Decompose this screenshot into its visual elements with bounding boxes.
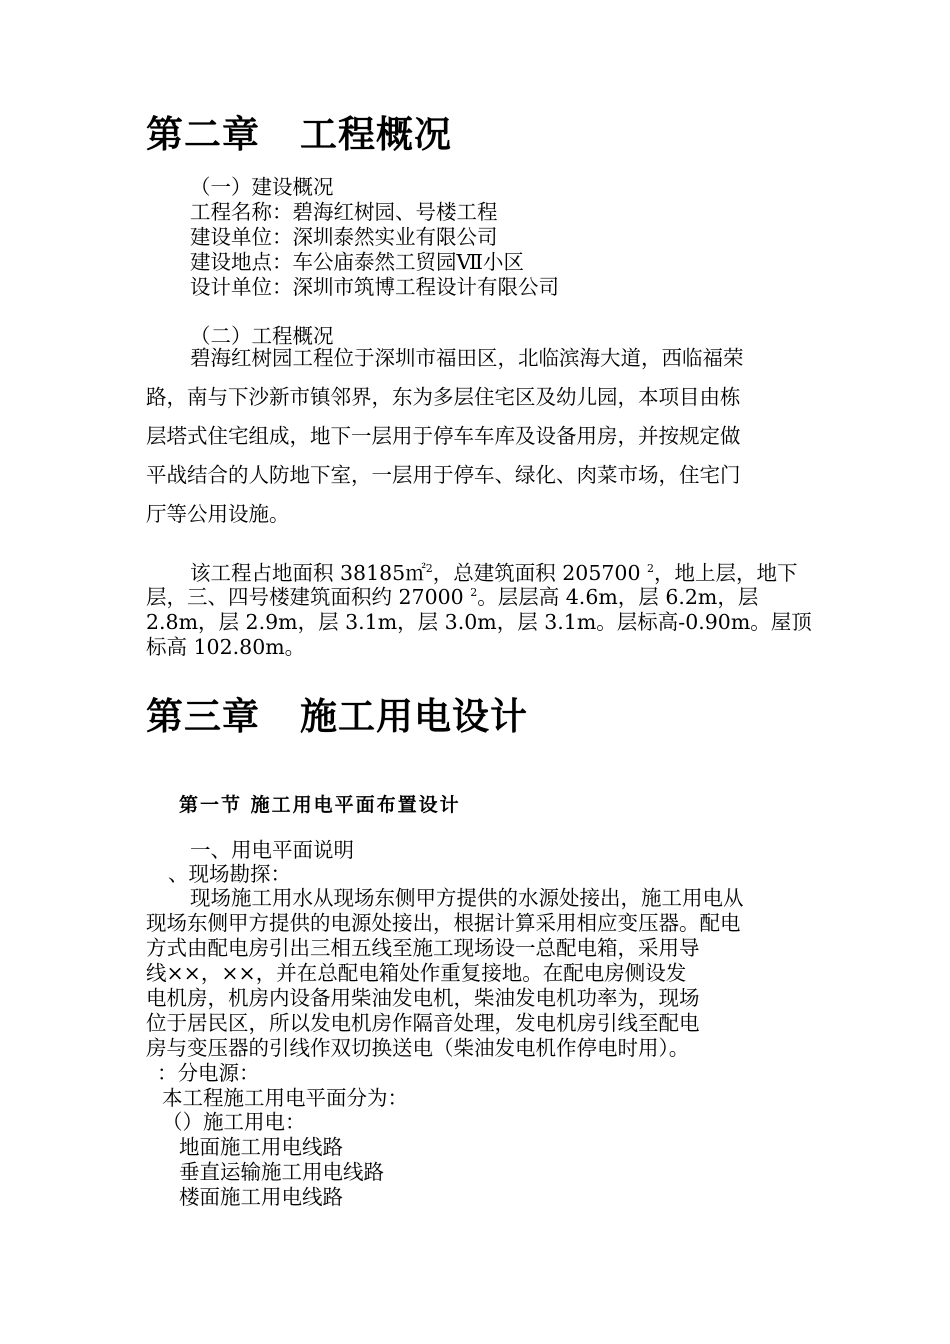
ch3-line-13: 地面施工用电线路 bbox=[179, 1135, 343, 1159]
info-line-designer: 设计单位：深圳市筑博工程设计有限公司 bbox=[190, 275, 559, 299]
info-line-project-name: 工程名称：碧海红树园、号楼工程 bbox=[190, 200, 498, 224]
area-line-2-part-b: 。层层高 4.6m，层 6.2m，层 bbox=[477, 585, 759, 609]
ch3-line-14: 垂直运输施工用电线路 bbox=[179, 1160, 384, 1184]
section-1-heading: 第一节 施工用电平面布置设计 bbox=[179, 794, 461, 816]
project-paragraph-line-5: 厅等公用设施。 bbox=[146, 502, 290, 526]
project-paragraph-line-4: 平战结合的人防地下室，一层用于停车、绿化、肉菜市场，住宅门 bbox=[146, 463, 741, 487]
project-paragraph-line-2: 路，南与下沙新市镇邻界，东为多层住宅区及幼儿园，本项目由栋 bbox=[146, 385, 741, 409]
ch3-line-3: 现场施工用水从现场东侧甲方提供的水源处接出，施工用电从 bbox=[190, 886, 744, 910]
area-line-1-sup-a: 2 bbox=[425, 562, 433, 576]
area-line-4: 标高 102.80m。 bbox=[146, 635, 306, 659]
ch3-line-4: 现场东侧甲方提供的电源处接出，根据计算采用相应变压器。配电 bbox=[146, 911, 741, 935]
project-overview-heading: （二）工程概况 bbox=[190, 324, 334, 348]
overview-heading: （一）建设概况 bbox=[190, 175, 334, 199]
ch3-line-11: 本工程施工用电平面分为： bbox=[162, 1086, 408, 1110]
chapter-2-number: 第二章 bbox=[146, 113, 260, 156]
area-line-1-part-b: ，总建筑面积 205700 bbox=[432, 561, 648, 585]
chapter-3-title: 施工用电设计 bbox=[300, 695, 528, 738]
area-line-1-part-c: ，地上层，地下 bbox=[654, 561, 798, 585]
ch3-line-12: （）施工用电： bbox=[162, 1110, 306, 1134]
ch3-line-8: 位于居民区，所以发电机房作隔音处理，发电机房引线至配电 bbox=[146, 1011, 700, 1035]
info-line-builder: 建设单位：深圳泰然实业有限公司 bbox=[190, 225, 498, 249]
chapter-2-title: 工程概况 bbox=[300, 113, 452, 156]
ch3-line-15: 楼面施工用电线路 bbox=[179, 1185, 343, 1209]
ch3-line-10: ：分电源： bbox=[157, 1061, 260, 1085]
area-line-1 bbox=[190, 561, 798, 586]
area-line-3: 2.8m，层 2.9m，层 3.1m，层 3.0m，层 3.1m。层标高-0.90m。屋顶 bbox=[146, 610, 812, 634]
area-line-1-part-a: 该工程占地面积 38185㎡ bbox=[190, 561, 426, 585]
ch3-line-2: 、现场勘探： bbox=[168, 862, 291, 886]
ch3-line-6: 线××，××，并在总配电箱处作重复接地。在配电房侧设发 bbox=[146, 961, 687, 985]
ch3-line-9: 房与变压器的引线作双切换送电（柴油发电机作停电时用）。 bbox=[146, 1036, 690, 1060]
project-paragraph-line-1: 碧海红树园工程位于深圳市福田区，北临滨海大道，西临福荣 bbox=[190, 346, 744, 370]
chapter-3-heading bbox=[146, 686, 528, 740]
project-paragraph-line-3: 层塔式住宅组成，地下一层用于停车车库及设备用房，并按规定做 bbox=[146, 424, 741, 448]
ch3-line-7: 电机房，机房内设备用柴油发电机，柴油发电机功率为，现场 bbox=[146, 986, 700, 1010]
ch3-line-5: 方式由配电房引出三相五线至施工现场设一总配电箱，采用导 bbox=[146, 936, 700, 960]
info-line-location: 建设地点：车公庙泰然工贸园Ⅶ小区 bbox=[190, 250, 524, 274]
ch3-line-1: 一、用电平面说明 bbox=[190, 838, 354, 862]
chapter-2-heading bbox=[146, 104, 452, 158]
area-line-2-part-a: 层，三、四号楼建筑面积约 27000 bbox=[146, 585, 471, 609]
area-line-1-sup-b: 2 bbox=[647, 562, 655, 576]
area-line-2 bbox=[146, 585, 758, 610]
chapter-3-number: 第三章 bbox=[146, 695, 260, 738]
area-line-2-sup-a: 2 bbox=[470, 586, 478, 600]
